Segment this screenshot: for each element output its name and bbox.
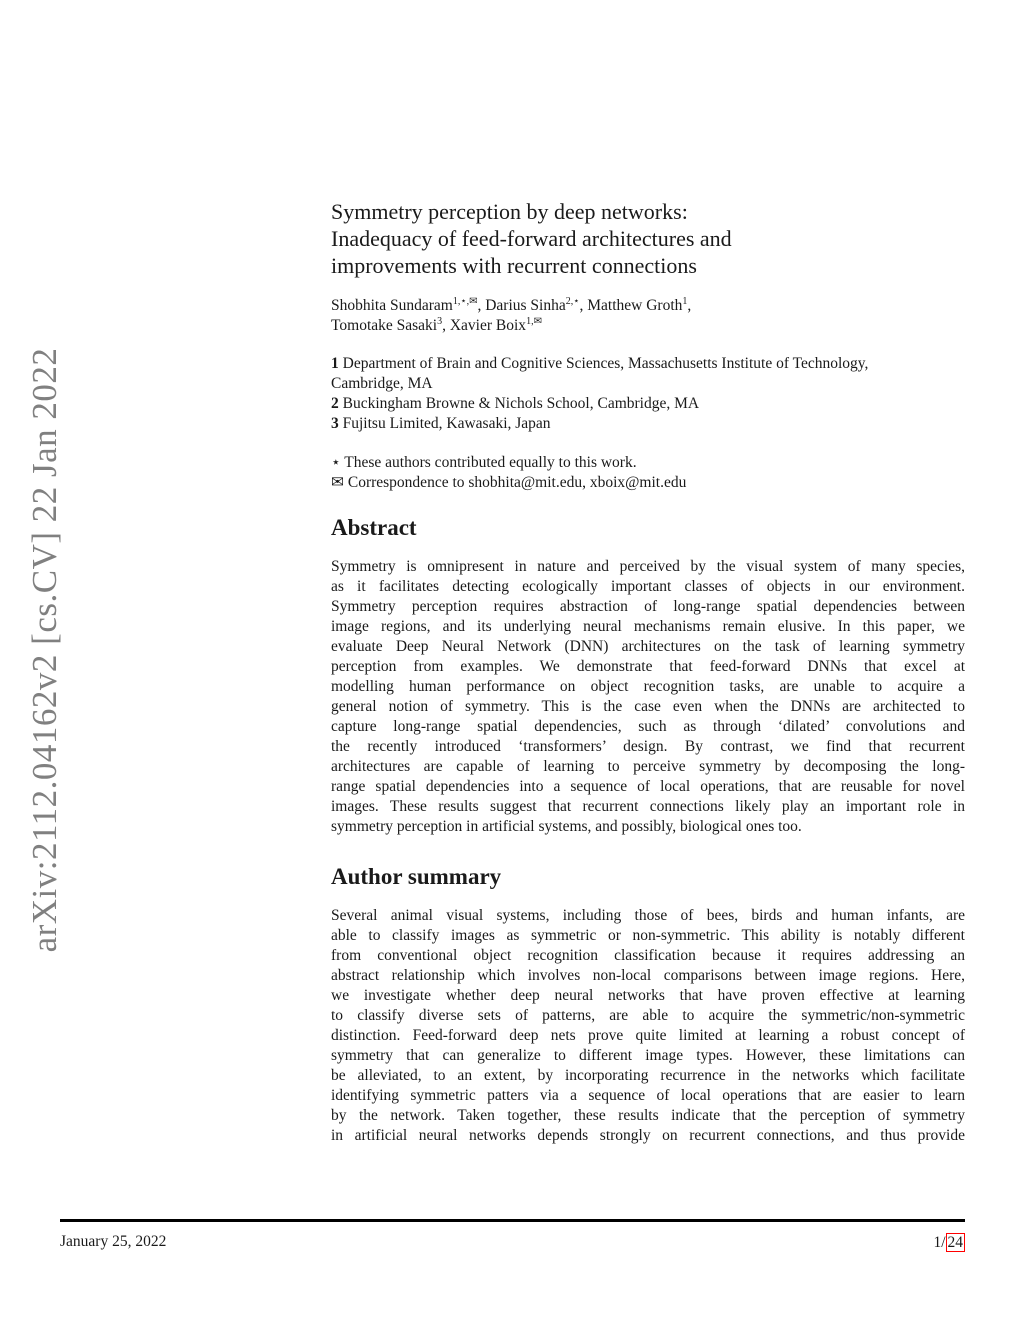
affiliation-text: Fujitsu Limited, Kawasaki, Japan — [338, 415, 551, 432]
text-line: capture long-range spatial dependencies, such as through ‘dilated’ convolutions and — [331, 718, 965, 735]
text-line: evaluate Deep Neural Network (DNN) architectures on the task of learning symmetry — [331, 638, 965, 655]
author-summary-body — [331, 906, 965, 1146]
text-line: by the network. Taken together, these results indicate that the perception of symmetry — [331, 1107, 965, 1124]
author-affil-marks: 1,⋆,✉ — [452, 295, 478, 307]
text-line: range spatial dependencies into a sequence of local operations, that are reusable for novel — [331, 778, 965, 795]
affiliation-list — [331, 354, 965, 434]
author-name: Shobhita Sundaram — [331, 297, 453, 314]
total-pages-link[interactable]: 24 — [947, 1234, 963, 1251]
title-line: improvements with recurrent connections — [331, 253, 697, 278]
text-line: symmetry that can generalize to different image types. However, these limitations can — [331, 1047, 965, 1064]
abstract-body — [331, 557, 965, 837]
paper-title — [331, 198, 965, 279]
author-name: , Matthew Groth — [579, 297, 683, 314]
author-affil-marks: 1,✉ — [526, 315, 542, 327]
text-line: general notion of symmetry. This is the case even when the DNNs are architected to — [331, 698, 965, 715]
text-line: in artificial neural networks depends strongly on recurrent connections, and thus provide — [331, 1127, 965, 1144]
page-current: 1/ — [933, 1234, 946, 1251]
title-line: Inadequacy of feed-forward architectures and — [331, 226, 732, 251]
footer-rule — [60, 1219, 965, 1222]
text-line: as it facilitates detecting ecologically important classes of objects in our environment. — [331, 578, 965, 595]
author-separator: , — [687, 297, 692, 314]
text-line: we investigate whether deep neural networks that have proven effective at learning — [331, 987, 965, 1004]
text-line: be alleviated, to an extent, by incorporating recurrence in the networks which facilitate — [331, 1067, 965, 1084]
correspondence-note: ✉ Correspondence to shobhita@mit.edu, xboix@mit.edu — [331, 474, 687, 491]
text-line: the recently introduced ‘transformers’ design. By contrast, we find that recurrent — [331, 738, 965, 755]
author-affil-marks: 2,⋆ — [565, 295, 580, 307]
affiliation-number: 2 — [331, 395, 339, 412]
text-line: image regions, and its underlying neural mechanisms remain elusive. In this paper, we — [331, 618, 965, 635]
text-line: identifying symmetric patters via a sequence of local operations that are easier to learn — [331, 1087, 965, 1104]
text-line: symmetry perception in artificial systems, and possibly, biological ones too. — [331, 818, 802, 835]
affiliation-item — [331, 354, 965, 374]
text-line: perception from examples. We demonstrate that feed-forward DNNs that excel at — [331, 658, 965, 675]
author-affil-marks: 3 — [437, 315, 443, 327]
text-line: distinction. Feed-forward deep nets prove quite limited at learning a robust concept of — [331, 1027, 965, 1044]
equal-contribution-note: ⋆ These authors contributed equally to this work. — [331, 454, 637, 471]
author-list — [331, 296, 965, 336]
affiliation-item — [331, 394, 965, 414]
arxiv-identifier: arXiv:2112.04162v2 [cs.CV] 22 Jan 2022 — [25, 347, 64, 953]
text-line: modelling human performance on object recognition tasks, are unable to acquire a — [331, 678, 965, 695]
text-line: images. These results suggest that recurrent connections likely play an important role in — [331, 798, 965, 815]
affiliation-continuation: Cambridge, MA — [331, 375, 433, 392]
author-name: Tomotake Sasaki — [331, 317, 438, 334]
author-notes — [331, 453, 965, 493]
author-summary-heading: Author summary — [331, 864, 502, 889]
text-line: abstract relationship which involves non-local comparisons between image regions. Here, — [331, 967, 965, 984]
text-line: from conventional object recognition classification because it requires addressing an — [331, 947, 965, 964]
author-affil-marks: 1 — [682, 295, 688, 307]
author-name: , Darius Sinha — [477, 297, 566, 314]
title-line: Symmetry perception by deep networks: — [331, 199, 688, 224]
text-line: Symmetry is omnipresent in nature and perceived by the visual system of many species, — [331, 558, 965, 575]
abstract-heading: Abstract — [331, 515, 417, 540]
paper-first-page — [331, 198, 965, 1146]
page-number — [933, 1233, 965, 1252]
affiliation-text: Department of Brain and Cognitive Sciences, Massachusetts Institute of Technology, — [338, 355, 869, 372]
affiliation-text: Buckingham Browne & Nichols School, Cambridge, MA — [338, 395, 700, 412]
footer-date: January 25, 2022 — [60, 1233, 167, 1250]
text-line: architectures are capable of learning to perceive symmetry by decomposing the long- — [331, 758, 965, 775]
text-line: to classify diverse sets of patterns, are able to acquire the symmetric/non-symmetric — [331, 1007, 965, 1024]
text-line: Symmetry perception requires abstraction of long-range spatial dependencies between — [331, 598, 965, 615]
text-line: able to classify images as symmetric or non-symmetric. This ability is notably different — [331, 927, 965, 944]
author-name: , Xavier Boix — [442, 317, 527, 334]
affiliation-item — [331, 414, 965, 434]
affiliation-number: 1 — [331, 355, 339, 372]
affiliation-number: 3 — [331, 415, 339, 432]
text-line: Several animal visual systems, including those of bees, birds and human infants, are — [331, 907, 965, 924]
